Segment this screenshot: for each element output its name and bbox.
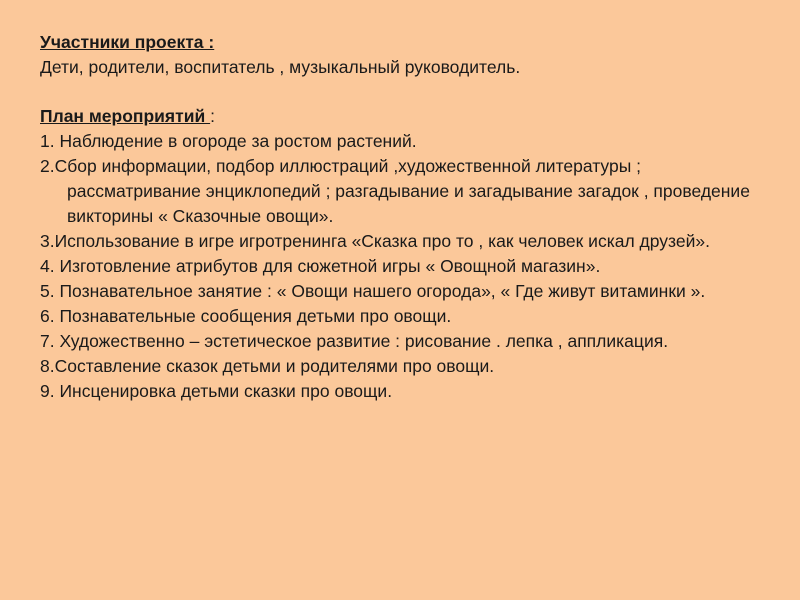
participants-heading	[40, 30, 760, 55]
plan-item-6: 6. Познавательные сообщения детьми про овощи.	[40, 306, 452, 326]
plan-item-9: 9. Инсценировка детьми сказки про овощи.	[40, 381, 393, 401]
plan-item-5: 5. Познавательное занятие : « Овощи нашего огорода», « Где живут витаминки ».	[40, 281, 706, 301]
plan-item-7: 7. Художественно – эстетическое развитие : рисование . лепка , аппликация.	[40, 331, 669, 351]
participants-text: Дети, родители, воспитатель , музыкальный руководитель.	[40, 57, 521, 77]
plan-item-2: 2.Сбор информации, подбор иллюстраций ,художественной литературы ; рассматривание энциклопедий ; разгадывание и загадывание загадок , проведение викторины « Сказочные овощи».	[40, 156, 750, 226]
plan-item-8: 8.Составление сказок детьми и родителями про овощи.	[40, 356, 495, 376]
plan-heading-colon: :	[210, 106, 215, 126]
participants-heading-text: Участники проекта :	[40, 32, 215, 52]
plan-item-3: 3.Использование в игре игротренинга «Сказка про то , как человек искал друзей».	[40, 231, 710, 251]
plan-item-1: 1. Наблюдение в огороде за ростом растений.	[40, 131, 417, 151]
spacer	[40, 80, 760, 104]
plan-heading-text: План мероприятий	[40, 106, 211, 126]
plan-heading	[40, 104, 760, 129]
plan-item-4: 4. Изготовление атрибутов для сюжетной игры « Овощной магазин».	[40, 256, 601, 276]
slide-content	[40, 30, 760, 404]
